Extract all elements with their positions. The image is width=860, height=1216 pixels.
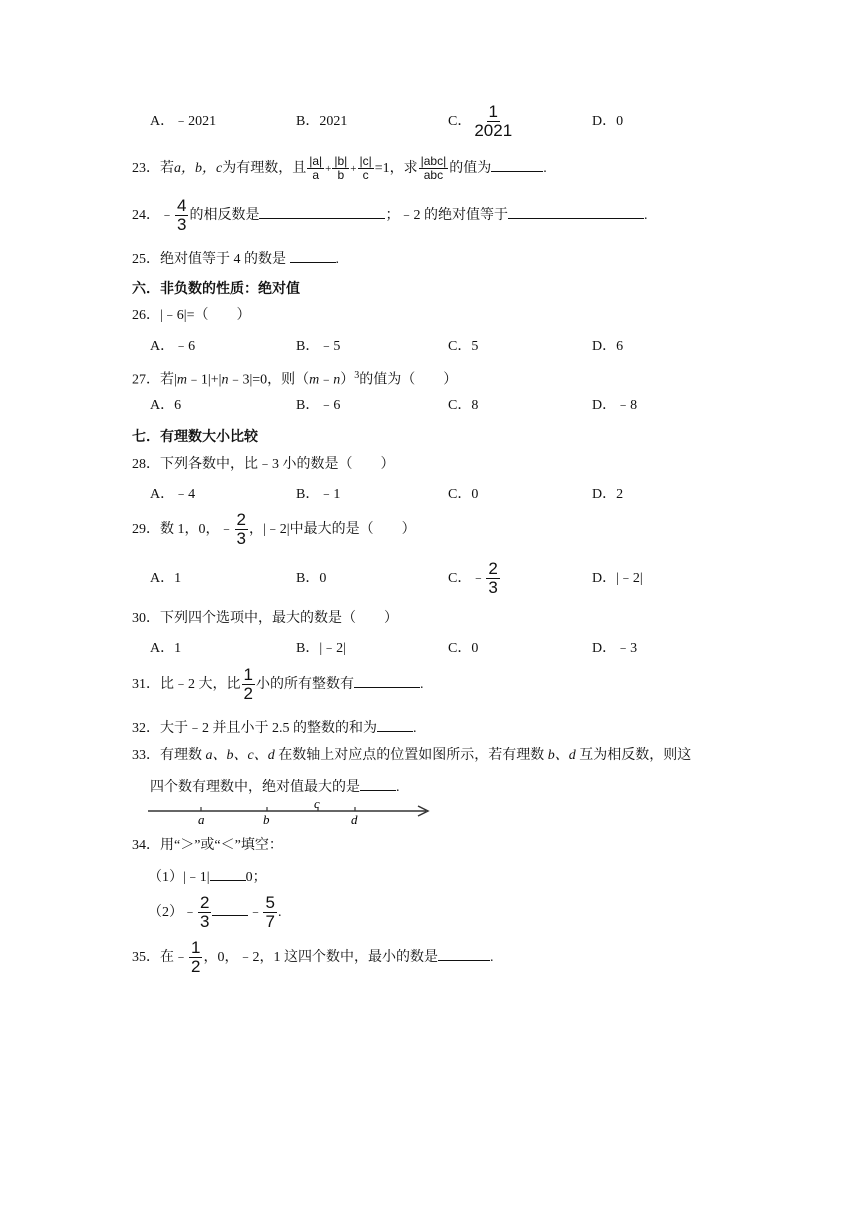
fraction <box>198 894 211 932</box>
answer-blank[interactable] <box>212 901 248 916</box>
q23-vars: a，b，c <box>174 161 223 176</box>
numerator: 2 <box>488 558 498 578</box>
answer-blank[interactable] <box>354 673 420 688</box>
numerator: 4 <box>177 195 187 215</box>
q35-suffix: ，0，﹣2，1 这四个数中，最小的数是 <box>203 950 438 965</box>
question-29 <box>132 510 416 550</box>
question-31 <box>132 665 423 705</box>
period: . <box>277 905 282 920</box>
var-m: m <box>309 372 320 388</box>
q29-option-a: A．1 <box>150 571 182 586</box>
q27-part: ﹣3|=0，则（ <box>228 372 310 388</box>
numerator: |abc| <box>420 154 447 169</box>
numerator: 1 <box>191 937 201 957</box>
question-33-line-1 <box>132 746 691 766</box>
numerator: |a| <box>309 154 323 169</box>
numerator: |c| <box>359 154 372 169</box>
option-label: C． <box>448 114 472 129</box>
q30-option-d: D．﹣3 <box>592 641 638 656</box>
q26-option-c: C．5 <box>448 339 479 354</box>
answer-blank[interactable] <box>210 866 246 881</box>
period: . <box>643 208 648 223</box>
denominator: b <box>337 168 345 183</box>
answer-blank[interactable] <box>438 946 490 961</box>
q26-option-a: A．﹣6 <box>150 339 196 354</box>
question-28: 28．下列各数中，比﹣3 小的数是（ ） <box>132 457 395 472</box>
q27-part: ） <box>340 372 355 388</box>
fraction <box>486 560 499 598</box>
var-m: m <box>176 372 187 388</box>
period: . <box>396 780 400 795</box>
denominator: c <box>362 168 369 183</box>
q33-part: 互为相反数，则这 <box>575 748 692 763</box>
q27-option-a: A．6 <box>150 398 182 413</box>
q30-option-c: C．0 <box>448 641 479 656</box>
denominator: 2021 <box>474 121 513 141</box>
question-30: 30．下列四个选项中，最大的数是（ ） <box>132 611 398 626</box>
q31-suffix: 小的所有整数有 <box>255 677 354 692</box>
question-33-line-2 <box>150 776 400 798</box>
numerator: 1 <box>488 101 498 121</box>
denominator: a <box>312 168 320 183</box>
fraction <box>358 155 374 182</box>
q33-part: 33．有理数 <box>132 748 206 763</box>
period: . <box>413 721 417 736</box>
q27-part: ﹣ <box>319 372 334 388</box>
q27-option-c: C．8 <box>448 398 479 413</box>
minus-sign: ﹣ <box>248 905 263 920</box>
q29-prefix: 29．数 1，0， <box>132 522 220 537</box>
answer-blank[interactable] <box>290 248 336 263</box>
question-34-part-2 <box>148 893 281 933</box>
answer-blank[interactable] <box>259 204 385 219</box>
q31-prefix: 31．比﹣2 大，比 <box>132 677 241 692</box>
fraction <box>263 894 276 932</box>
var-n: n <box>333 372 341 388</box>
denominator: 3 <box>488 578 498 598</box>
plus-sign: + <box>350 163 357 175</box>
q33-vars: a、b、c、d <box>205 748 275 763</box>
q22-option-c <box>448 102 515 142</box>
q32-text: 32．大于﹣2 并且小于 2.5 的整数的和为 <box>132 721 377 736</box>
period: . <box>335 252 339 267</box>
section-heading-6: 六．非负数的性质：绝对值 <box>132 280 300 296</box>
q24-mid: 的相反数是 <box>189 208 260 223</box>
q23-suffix: 的值为 <box>449 161 492 176</box>
q34-part: （2）﹣ <box>148 905 197 920</box>
plus-sign: + <box>325 163 332 175</box>
q24-prefix: 24．﹣ <box>132 208 174 223</box>
question-32 <box>132 717 417 739</box>
q29-option-c <box>448 559 501 599</box>
q27-part: 27．若| <box>132 372 177 388</box>
answer-blank[interactable] <box>377 717 413 732</box>
section-heading-7: 七．有理数大小比较 <box>132 428 258 444</box>
fraction <box>189 939 202 977</box>
q24-mid2: ；﹣2 的绝对值等于 <box>385 208 508 223</box>
period: . <box>543 161 547 176</box>
q27-part: ﹣1|+| <box>186 372 222 388</box>
period: . <box>489 950 494 965</box>
label-a: a <box>198 812 205 827</box>
fraction <box>242 666 255 704</box>
q35-prefix: 35．在﹣ <box>132 950 188 965</box>
question-35 <box>132 938 493 978</box>
question-27 <box>132 366 457 391</box>
q33-part: 四个数有理数中，绝对值最大的是 <box>150 780 360 795</box>
fraction <box>332 155 349 182</box>
q26-option-b: B．﹣5 <box>296 339 341 354</box>
q27-option-b: B．﹣6 <box>296 398 341 413</box>
question-34-part-1 <box>148 866 267 888</box>
denominator: 3 <box>177 215 187 235</box>
denominator: 3 <box>236 529 246 549</box>
q25-text: 25．绝对值等于 4 的数是 <box>132 252 290 267</box>
q30-option-a: A．1 <box>150 641 182 656</box>
question-23 <box>132 149 547 189</box>
number-line-figure <box>148 798 434 828</box>
denominator: abc <box>423 168 444 183</box>
minus-sign: ﹣ <box>219 522 234 537</box>
fraction <box>419 155 449 182</box>
numerator: 5 <box>265 892 275 912</box>
q27-part: 的值为（ ） <box>359 372 458 388</box>
numerator: 2 <box>236 509 246 529</box>
q28-option-a: A．﹣4 <box>150 487 196 502</box>
question-34: 34．用“＞”或“＜”填空： <box>132 838 283 853</box>
q29-suffix: ，|﹣2|中最大的是（ ） <box>248 522 416 537</box>
q22-option-b: B．2021 <box>296 114 348 129</box>
q29-option-b: B．0 <box>296 571 327 586</box>
exponent: 3 <box>354 370 360 381</box>
q33-part: 在数轴上对应点的位置如图所示，若有理数 <box>274 748 548 763</box>
denominator: 7 <box>265 912 275 932</box>
q28-option-b: B．﹣1 <box>296 487 341 502</box>
q34-part: 0； <box>245 870 267 885</box>
denominator: 3 <box>200 912 210 932</box>
q26-option-d: D．6 <box>592 339 624 354</box>
q34-part: （1）|﹣1| <box>148 870 210 885</box>
q23-mid: 为有理数，且 <box>222 161 307 176</box>
fraction <box>472 103 514 141</box>
denominator: 2 <box>191 957 201 977</box>
fraction <box>235 511 248 549</box>
minus-sign: ﹣ <box>471 571 486 586</box>
q22-option-a: A．﹣2021 <box>150 114 217 129</box>
answer-blank[interactable] <box>491 157 543 172</box>
numerator: 2 <box>200 892 210 912</box>
question-26: 26．|﹣6|=（ ） <box>132 308 251 323</box>
answer-blank[interactable] <box>360 776 396 791</box>
q29-option-d: D．|﹣2| <box>592 571 643 586</box>
q33-vars: b、d <box>547 748 576 763</box>
q30-option-b: B．|﹣2| <box>296 641 346 656</box>
answer-blank[interactable] <box>508 204 644 219</box>
denominator: 2 <box>243 684 253 704</box>
label-b: b <box>263 812 270 827</box>
fraction <box>175 197 188 235</box>
period: . <box>419 677 424 692</box>
fraction <box>307 155 324 182</box>
q27-option-d: D．﹣8 <box>592 398 638 413</box>
question-25 <box>132 248 339 270</box>
var-n: n <box>221 372 229 388</box>
label-c: c <box>314 798 320 811</box>
numerator: |b| <box>334 154 348 169</box>
numerator: 1 <box>243 664 253 684</box>
q23-prefix: 23．若 <box>132 161 174 176</box>
question-24 <box>132 196 647 236</box>
q28-option-c: C．0 <box>448 487 479 502</box>
q22-option-d: D．0 <box>592 114 624 129</box>
option-label: C． <box>448 571 472 586</box>
label-d: d <box>351 812 358 827</box>
q28-option-d: D．2 <box>592 487 624 502</box>
q23-equals: =1，求 <box>374 161 418 176</box>
